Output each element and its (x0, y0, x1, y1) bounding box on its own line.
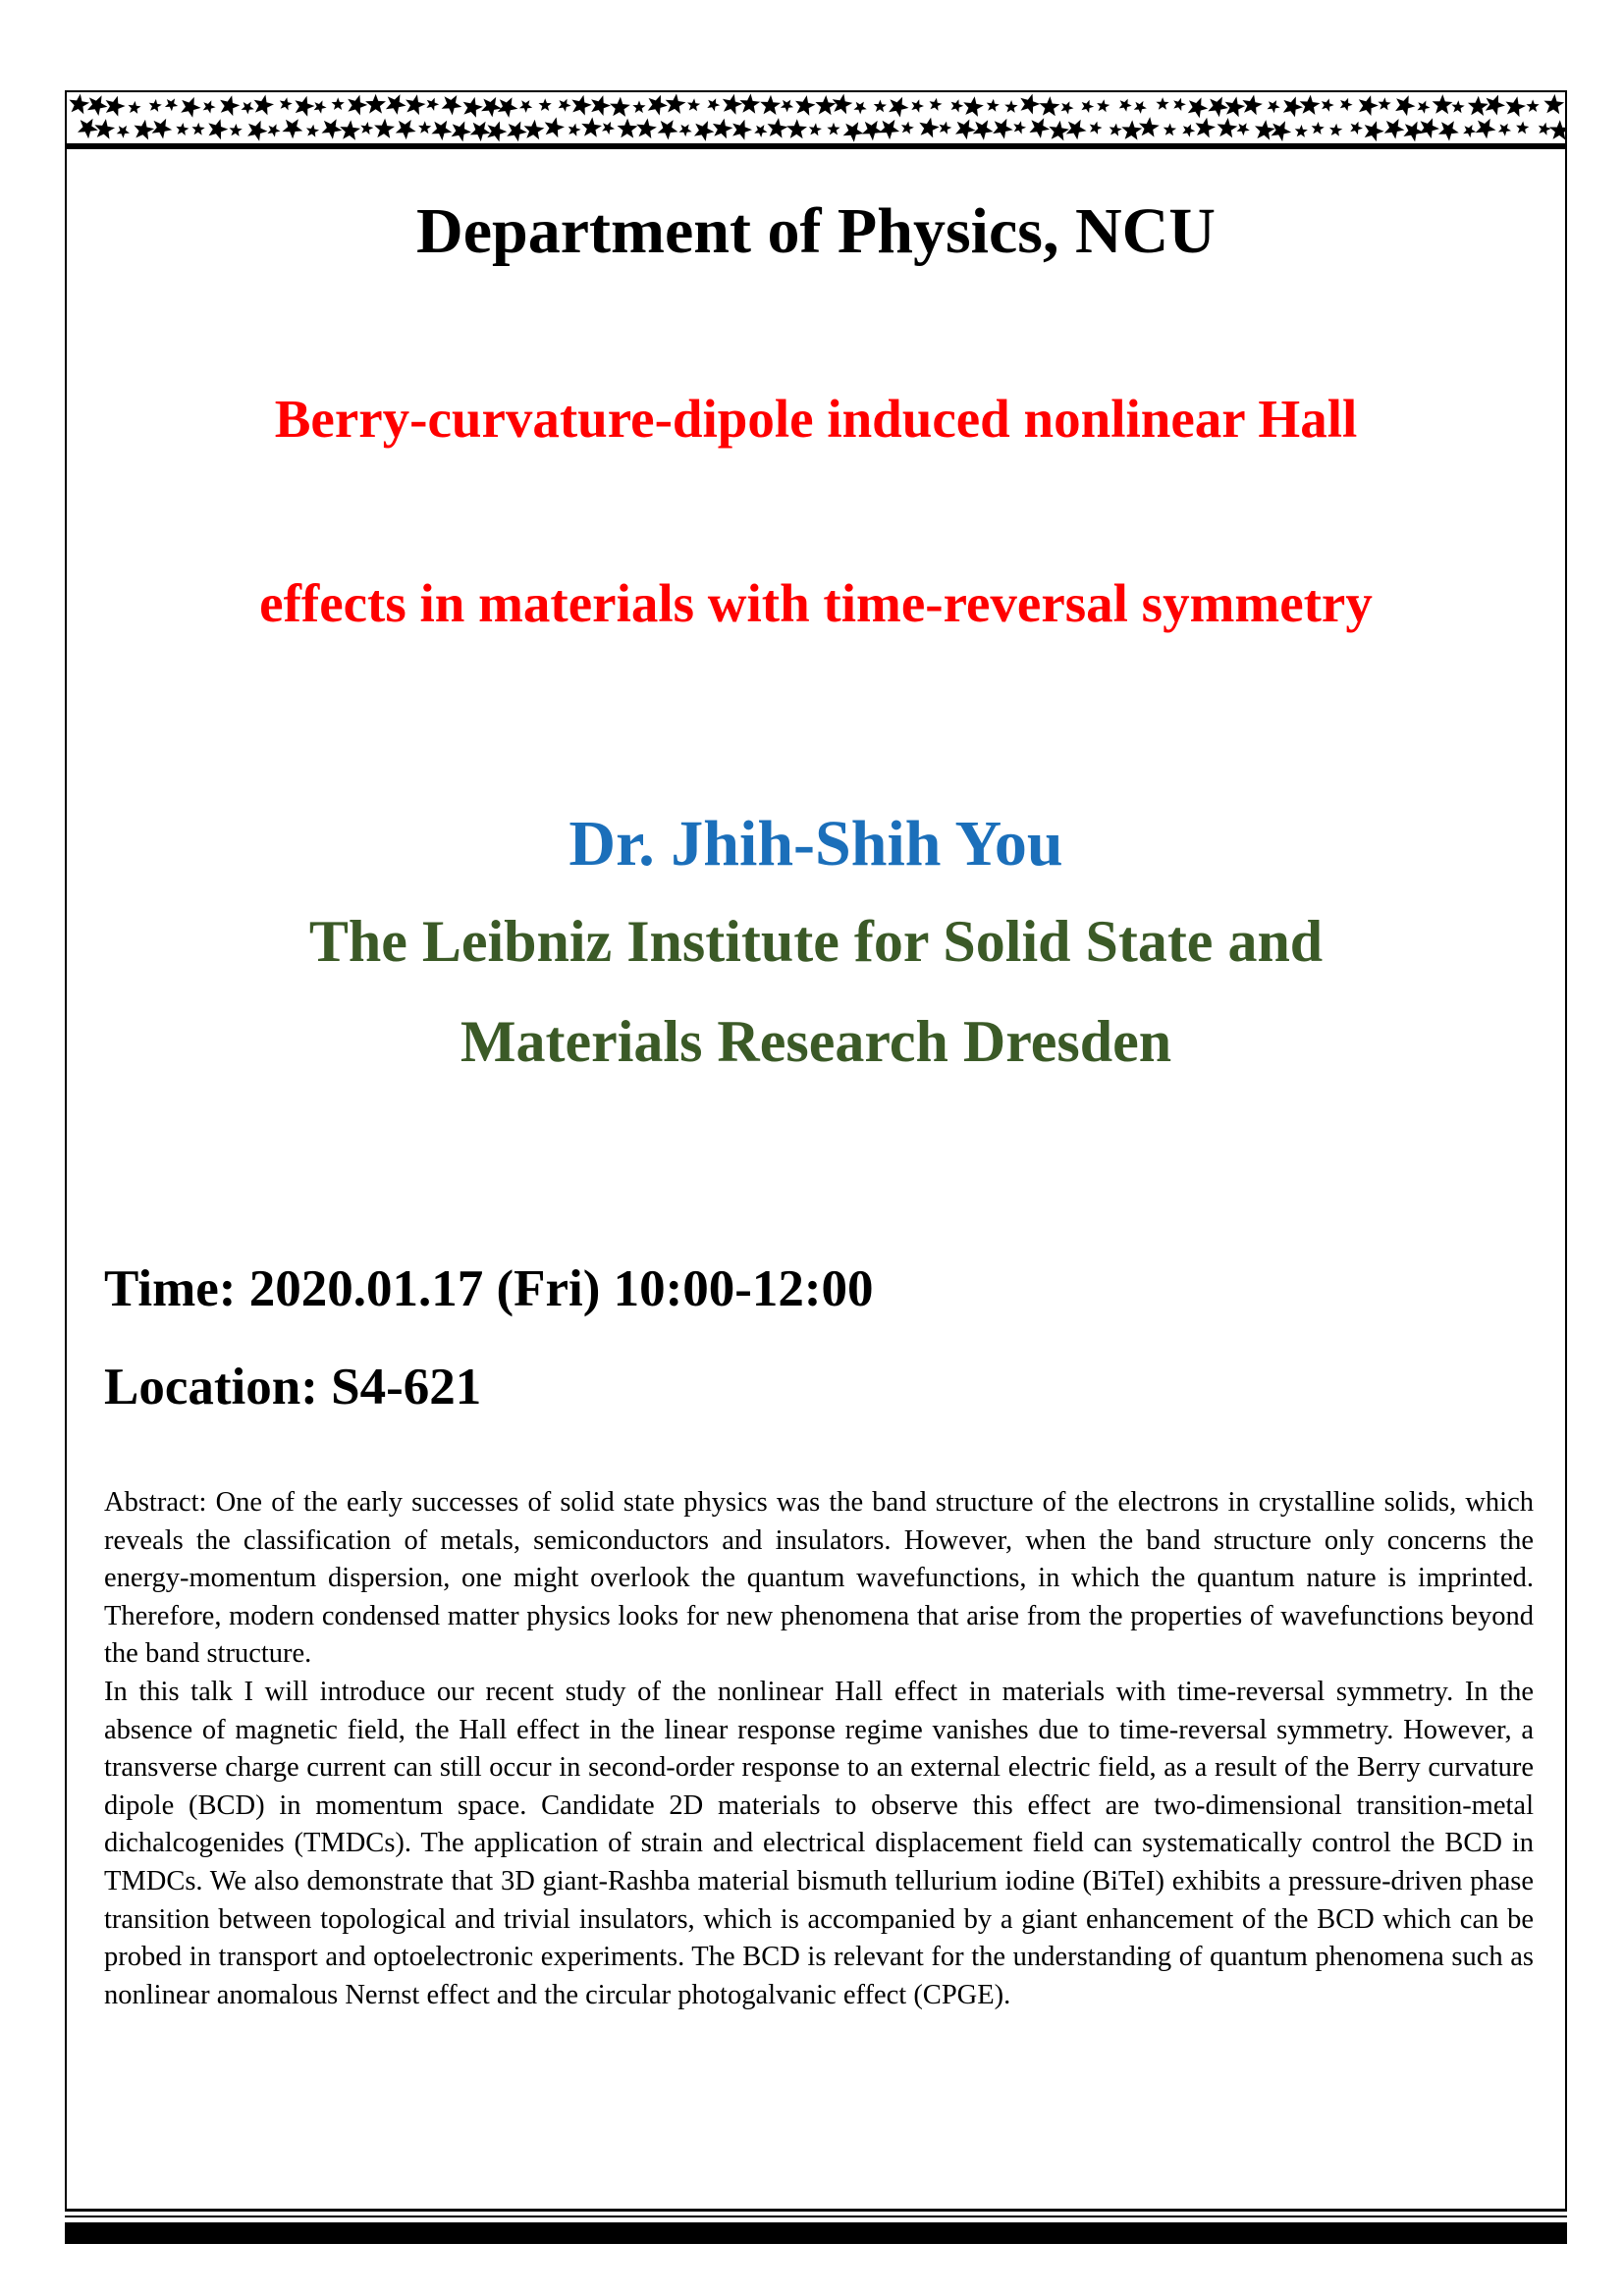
bottom-border-bar (65, 2222, 1567, 2244)
star-icon (1506, 96, 1527, 117)
star-icon (1196, 118, 1217, 138)
star-icon (827, 123, 839, 135)
star-icon (713, 119, 733, 139)
speaker-affiliation-line-2: Materials Research Dresden (460, 1009, 1172, 1074)
star-icon (78, 119, 98, 139)
star-icon (1121, 120, 1142, 139)
star-icon (707, 98, 720, 111)
star-icon (208, 119, 228, 139)
star-icon (559, 99, 571, 112)
star-icon (1516, 122, 1529, 134)
star-icon (191, 123, 204, 135)
abstract-paragraph-2: In this talk I will introduce our recent study of the nonlinear Hall effect in materials with time-reversal symmetry. In the absence of magnetic field, the Hall effect in the linear response regime vanishes due to time-reversal symmetry. However, a transverse charge current can still occur in second-order response to an external electric field, as a result of the Berry curvature dipole (BCD) in momentum space. Candidate 2D materials to observe this effect are two-dimensional transition-metal dichalcogenides (TMDCs). The application of strain and electrical displacement field can systematically control the BCD in TMDCs. We also demonstrate that 3D giant-Rashba material bismuth tellurium iodine (BiTeI) exhibits a pressure-driven phase transition between topological and trivial insulators, which is accompanied by a giant enhancement of the BCD which can be probed in transport and optoelectronic experiments. The BCD is relevant for the understanding of quantum phenomena such as nonlinear anomalous Nernst effect and the circular photogalvanic effect (CPGE). (104, 1676, 1534, 2010)
star-icon (1081, 100, 1094, 113)
star-icon (69, 94, 89, 115)
star-icon (1090, 122, 1103, 134)
star-icon (795, 95, 816, 116)
star-icon (602, 122, 615, 134)
star-icon (723, 94, 742, 115)
star-icon (487, 122, 507, 142)
star-icon (1119, 99, 1132, 112)
star-icon (481, 97, 502, 118)
star-icon (955, 120, 976, 140)
star-icon (781, 100, 793, 113)
star-icon (386, 94, 406, 115)
star-icon (648, 95, 668, 116)
star-icon (176, 123, 189, 135)
star-icon (1283, 96, 1303, 117)
star-icon (498, 97, 518, 118)
talk-title-line-2: effects in materials with time-reversal symmetry (259, 573, 1373, 633)
star-icon (1340, 98, 1353, 111)
star-icon (452, 122, 471, 142)
star-icon (930, 98, 943, 111)
star-icon (1134, 101, 1147, 114)
star-icon (786, 119, 807, 138)
star-icon (507, 122, 527, 142)
star-icon (374, 119, 395, 138)
star-icon (760, 95, 781, 115)
star-icon (1040, 96, 1060, 116)
bottom-border-band (65, 2209, 1567, 2244)
star-icon (1164, 124, 1176, 136)
star-icon (295, 96, 314, 117)
event-location: Location: S4-621 (104, 1359, 482, 1415)
star-pattern-icon (67, 92, 1565, 143)
star-icon (1476, 119, 1496, 139)
star-icon (431, 121, 452, 140)
star-icon (1312, 122, 1325, 134)
star-icon (254, 95, 274, 116)
star-icon (1365, 121, 1384, 141)
star-icon (1020, 94, 1040, 115)
star-icon (1403, 122, 1424, 142)
star-icon (571, 95, 591, 116)
star-icon (1359, 95, 1379, 116)
star-icon (470, 122, 491, 141)
star-icon (220, 95, 240, 116)
star-icon (1300, 95, 1321, 115)
star-icon (1329, 124, 1342, 136)
star-icon (1486, 95, 1505, 116)
star-icon (636, 119, 657, 139)
star-icon (426, 98, 439, 111)
star-icon (939, 122, 951, 134)
abstract-paragraph-1: Abstract: One of the early successes of solid state physics was the band structure of the electrons in crystalline solids, which reveals the classification of metals, semiconductors and insulators. However, when the band structure only concerns the energy-momentum dispersion, one might overlook the quantum wavefunctions, in which the quantum nature is imprinted. Therefore, modern condensed matter physics looks for new phenomena that arise from the properties of wavefunctions beyond the band structure. (104, 1487, 1534, 1670)
star-icon (545, 117, 565, 137)
star-icon (1029, 118, 1050, 138)
star-icon (1110, 124, 1122, 136)
star-icon (519, 100, 532, 113)
star-icon (987, 99, 1000, 112)
star-icon (203, 100, 216, 113)
star-icon (322, 119, 343, 139)
star-icon (1013, 121, 1026, 133)
star-icon (418, 121, 431, 133)
star-icon (1268, 100, 1280, 113)
bottom-border-line (65, 2216, 1567, 2217)
speaker-name: Dr. Jhih-Shih You (568, 808, 1063, 880)
star-icon (280, 97, 293, 110)
star-icon (1420, 118, 1439, 138)
star-icon (165, 98, 178, 111)
star-icon (1237, 123, 1250, 135)
star-icon (678, 125, 691, 137)
star-icon (993, 119, 1013, 139)
star-icon (94, 119, 115, 139)
star-icon (306, 125, 319, 137)
star-icon (1295, 125, 1308, 137)
star-icon (1049, 121, 1069, 141)
star-icon (1322, 98, 1334, 111)
star-icon (754, 125, 767, 137)
star-icon (539, 98, 552, 111)
star-icon (610, 97, 630, 117)
star-icon (1139, 117, 1160, 137)
star-icon (1451, 100, 1464, 113)
star-icon (666, 93, 686, 114)
star-icon (106, 96, 126, 117)
star-icon (1549, 120, 1565, 139)
star-icon (87, 95, 108, 116)
star-icon (1272, 121, 1292, 141)
star-icon (973, 120, 994, 140)
star-icon (267, 124, 280, 136)
star-icon (1004, 100, 1017, 113)
star-icon (963, 96, 984, 117)
star-icon (919, 118, 939, 138)
star-icon (406, 94, 425, 115)
star-icon (242, 102, 254, 115)
star-icon (901, 122, 914, 134)
star-icon (1438, 121, 1459, 140)
star-icon (833, 94, 853, 115)
star-icon (149, 99, 162, 112)
star-icon (815, 95, 836, 115)
star-icon (152, 119, 173, 139)
star-icon (768, 118, 788, 138)
star-icon (1182, 124, 1195, 136)
star-icon (348, 95, 367, 116)
star-icon (853, 102, 866, 115)
star-icon (396, 120, 416, 139)
star-icon (340, 120, 360, 139)
star-icon (1433, 94, 1453, 114)
star-icon (1384, 119, 1405, 139)
star-icon (591, 95, 611, 116)
speaker-affiliation-line-1: The Leibniz Institute for Solid State and (308, 909, 1324, 974)
talk-title-line-1: Berry-curvature-dipole induced nonlinear Hall (274, 389, 1358, 449)
star-icon (1468, 96, 1489, 116)
star-icon (1061, 101, 1074, 114)
star-icon (1350, 122, 1363, 134)
star-icon (809, 123, 822, 135)
star-icon (314, 100, 327, 113)
star-icon (889, 97, 909, 118)
star-icon (1188, 97, 1208, 118)
star-icon (911, 99, 924, 112)
star-border-band (65, 90, 1567, 149)
star-icon (1097, 99, 1110, 112)
star-icon (282, 119, 302, 138)
star-icon (1225, 96, 1246, 117)
star-icon (365, 94, 386, 114)
star-icon (687, 98, 700, 111)
star-icon (442, 95, 462, 115)
bottom-border-line (65, 2209, 1567, 2212)
star-icon (247, 121, 267, 141)
star-icon (1526, 99, 1539, 112)
star-icon (1417, 101, 1430, 114)
star-icon (332, 97, 345, 110)
star-icon (1173, 98, 1186, 111)
star-icon (1498, 124, 1511, 136)
star-icon (463, 97, 483, 118)
star-icon (524, 120, 545, 139)
star-icon (1156, 97, 1168, 110)
star-icon (843, 122, 864, 142)
star-icon (1255, 120, 1275, 140)
star-icon (135, 120, 155, 140)
star-icon (1066, 120, 1087, 140)
star-icon (117, 126, 130, 138)
star-icon (658, 120, 678, 139)
star-icon (632, 100, 645, 113)
star-icon (581, 117, 602, 136)
star-icon (1379, 97, 1391, 110)
star-icon (951, 99, 964, 112)
star-icon (874, 100, 887, 113)
star-icon (1218, 118, 1238, 137)
department-heading: Department of Physics, NCU (416, 195, 1216, 267)
star-icon (230, 124, 243, 136)
star-icon (360, 122, 373, 134)
star-icon (862, 121, 883, 140)
star-icon (618, 119, 638, 138)
star-icon (1242, 95, 1263, 116)
event-time: Time: 2020.01.17 (Fri) 10:00-12:00 (104, 1260, 874, 1317)
star-icon (128, 101, 140, 114)
star-icon (732, 120, 752, 140)
star-icon (1395, 95, 1415, 116)
star-icon (1543, 94, 1564, 114)
star-icon (181, 97, 200, 118)
star-icon (1463, 125, 1476, 137)
star-icon (879, 120, 899, 139)
abstract-block (104, 1484, 1534, 2014)
star-icon (694, 121, 715, 141)
star-icon (1208, 97, 1228, 118)
star-icon (739, 93, 760, 113)
star-icon (1539, 123, 1551, 135)
star-icon (568, 124, 581, 136)
